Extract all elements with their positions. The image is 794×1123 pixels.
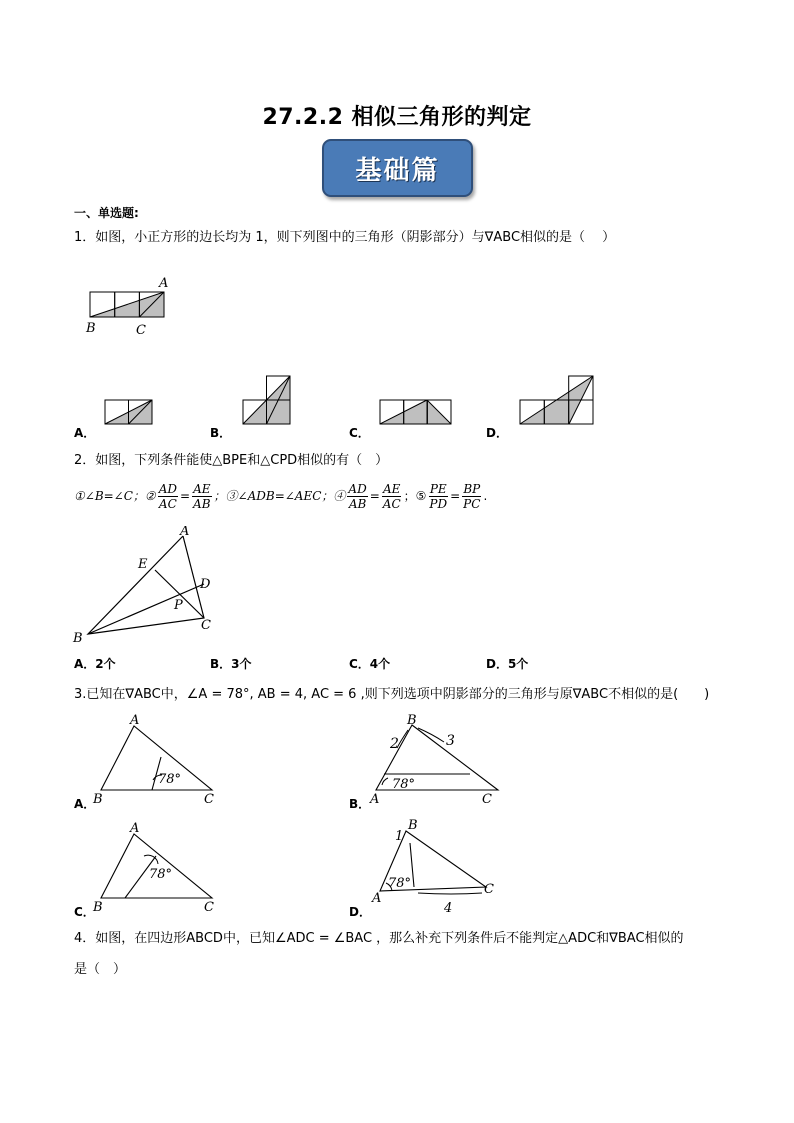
q2-option-c[interactable]: C．4个 [349, 657, 391, 671]
q3a-label-a: A [130, 713, 140, 728]
q2-label-c: C [201, 618, 211, 633]
q1-option-c-figure [375, 395, 460, 430]
q4-stem-line1: 4．如图，在四边形ABCD中，已知∠ADC = ∠BAC ，那么补充下列条件后不能判定△ADC和∇BAC相似的 [74, 931, 684, 946]
q1-label-b: B [86, 321, 96, 336]
q2-option-d[interactable]: D．5个 [486, 657, 529, 671]
q2-label-e: E [138, 557, 148, 572]
q3-option-b-figure [362, 710, 512, 810]
q1-option-a[interactable]: A． [74, 426, 96, 440]
q2-frac-4b: $\frac{AE}{AC}$ [382, 482, 401, 511]
q3-option-a-figure [88, 710, 228, 810]
q3-option-a[interactable]: A． [74, 797, 96, 811]
section-badge: 基础篇 [322, 139, 473, 197]
q3b-num-2: 2 [390, 736, 399, 752]
q3b-label-c: C [482, 792, 492, 807]
q3b-label-a: A [370, 792, 380, 807]
q2-frac-2b: $\frac{AE}{AB}$ [193, 482, 211, 511]
q3c-label-b: B [93, 900, 103, 915]
q3-stem: 3.已知在∇ABC中，∠A = 78°, AB = 4, AC = 6 ,则下列选项中阴影部分的三角形与原∇ABC不相似的是( ) [74, 687, 710, 702]
q4-stem-line2: 是（ ） [74, 962, 127, 977]
q1-option-b-figure [238, 370, 298, 430]
q3b-angle: 78° [392, 777, 416, 792]
q1-label-c: C [136, 323, 146, 338]
q2-frac-5a: $\frac{PE}{PD}$ [429, 482, 448, 511]
q1-option-a-figure [100, 395, 160, 430]
q3d-label-a: A [372, 891, 382, 906]
q3a-label-b: B [93, 792, 103, 807]
q2-label-b: B [73, 631, 83, 646]
q2-conditions: ①∠B=∠C；② $\frac{AD}{AC}$ = $\frac{AE}{AB}$ ；③∠ADB=∠AEC；④ $\frac{AD}{AB}$ = $\frac{AE}{AC}$ ；⑤ $\frac{PE}{PD}$ = $\frac{BP}{PC}$ . [74, 482, 488, 511]
q2-label-a: A [180, 526, 190, 539]
q3b-num-3: 3 [446, 733, 455, 749]
q3-option-b[interactable]: B． [349, 797, 371, 811]
page-title: 27.2.2 相似三角形的判定 [262, 105, 532, 130]
q1-option-d[interactable]: D． [486, 426, 508, 440]
q2-option-a[interactable]: A．2个 [74, 657, 116, 671]
q1-label-a: A [159, 276, 169, 291]
q1-option-c[interactable]: C． [349, 426, 370, 440]
q2-frac-4a: $\frac{AD}{AB}$ [348, 482, 367, 511]
q3c-label-a: A [130, 821, 140, 836]
q3-option-d[interactable]: D． [349, 905, 371, 919]
q3c-angle: 78° [149, 867, 173, 882]
q3d-label-c: C [484, 882, 494, 897]
q3d-num-1: 1 [395, 829, 404, 844]
q1-option-b[interactable]: B． [210, 426, 232, 440]
q2-stem: 2．如图，下列条件能使△BPE和△CPD相似的有（ ） [74, 453, 389, 468]
q3d-angle: 78° [388, 876, 412, 891]
q1-stem: 1．如图，小正方形的边长均为 1，则下列图中的三角形（阴影部分）与∇ABC相似的是（ ） [74, 230, 616, 245]
q2-label-d: D [200, 577, 211, 592]
q3d-label-b: B [408, 818, 418, 833]
q2-cond1: ①∠B=∠C；② [74, 489, 156, 503]
q3d-num-4: 4 [444, 901, 453, 915]
q3c-label-c: C [204, 900, 214, 915]
q2-frac-2a: $\frac{AD}{AC}$ [158, 482, 177, 511]
q3a-angle: 78° [158, 772, 182, 787]
q2-label-p: P [174, 598, 183, 613]
q3b-label-b: B [407, 713, 417, 728]
q3-option-c-figure [88, 818, 228, 918]
q2-frac-5b: $\frac{BP}{PC}$ [463, 482, 481, 511]
q3a-label-c: C [204, 792, 214, 807]
q2-cond5: ；⑤ [403, 489, 427, 503]
q3-option-d-figure [362, 815, 512, 915]
q3-option-c[interactable]: C． [74, 905, 95, 919]
q2-option-b[interactable]: B．3个 [210, 657, 252, 671]
section-heading: 一、单选题: [74, 206, 139, 220]
q2-cond3: ；③∠ADB=∠AEC；④ [213, 489, 346, 503]
q2-triangle-figure [70, 526, 230, 646]
q1-option-d-figure [515, 370, 600, 430]
q1-reference-figure [80, 272, 190, 342]
